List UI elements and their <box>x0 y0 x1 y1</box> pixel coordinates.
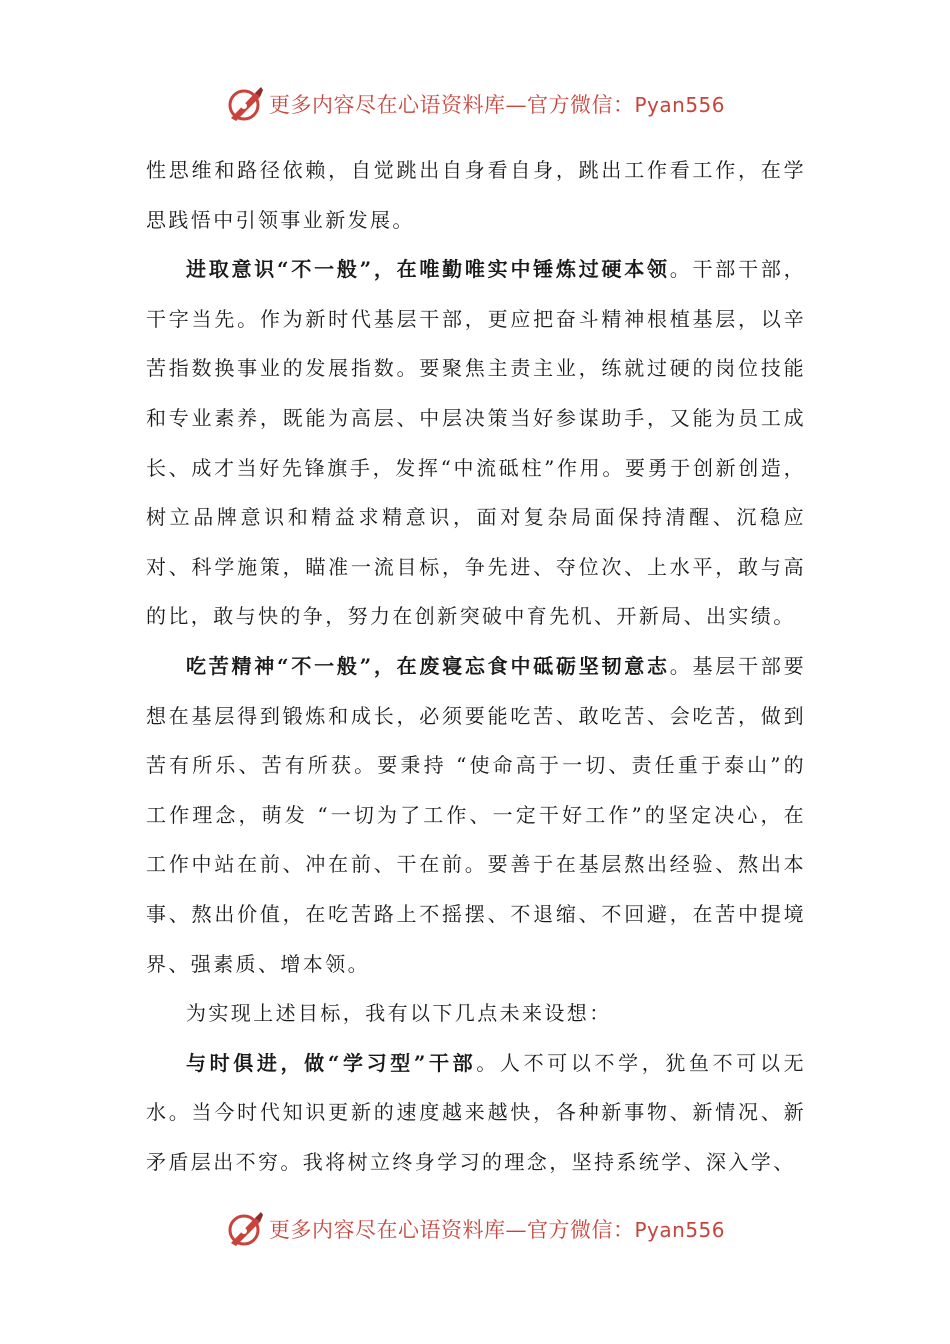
document-body <box>146 146 806 1187</box>
paragraph: 为实现上述目标，我有以下几点未来设想： <box>186 1001 612 1026</box>
header-banner <box>0 80 950 128</box>
paragraph: 吃苦精神“不一般”，在废寝忘食中砥砺坚韧意志。基层干部要想在基层得到锻炼和成长，必须要能吃苦、敢吃苦、会吃苦，做到苦有所乐、苦有所获。要秉持 “使命高于一切、责任重于泰山”的工作理念，萌发 “一切为了工作、一定干好工作”的坚定决心，在工作中站在前、冲在前、干在前。要善于在基层熬出经验、熬出本事、熬出价值，在吃苦路上不摇摆、不退缩、不回避，在苦中提境界、强素质、增本领。 <box>146 653 806 976</box>
pen-circle-logo-icon <box>225 1209 265 1249</box>
wechat-id: Pyan556 <box>634 93 725 117</box>
paragraph-heading: 吃苦精神“不一般”，在废寝忘食中砥砺坚韧意志 <box>186 653 670 678</box>
paragraph-heading: 与时俱进，做“学习型”干部 <box>186 1050 477 1075</box>
paragraph: 与时俱进，做“学习型”干部。人不可以不学，犹鱼不可以无水。当今时代知识更新的速度越来越快，各种新事物、新情况、新矛盾层出不穷。我将树立终身学习的理念，坚持系统学、深入学、 <box>146 1050 806 1174</box>
banner-text: 更多内容尽在心语资料库—官方微信： <box>268 1218 635 1242</box>
paragraph-heading: 进取意识“不一般”，在唯勤唯实中锤炼过硬本领 <box>186 257 670 282</box>
footer-banner <box>0 1205 950 1253</box>
wechat-id: Pyan556 <box>634 1218 725 1242</box>
paragraph: 进取意识“不一般”，在唯勤唯实中锤炼过硬本领。干部干部，干字当先。作为新时代基层干部，更应把奋斗精神根植基层，以辛苦指数换事业的发展指数。要聚焦主责主业，练就过硬的岗位技能和专业素养，既能为高层、中层决策当好参谋助手，又能为员工成长、成才当好先锋旗手，发挥“中流砥柱”作用。要勇于创新创造，树立品牌意识和精益求精意识，面对复杂局面保持清醒、沉稳应对、科学施策，瞄准一流目标，争先进、夺位次、上水平，敢与高的比，敢与快的争，努力在创新突破中育先机、开新局、出实绩。 <box>146 257 806 629</box>
paragraph: 性思维和路径依赖，自觉跳出自身看自身，跳出工作看工作，在学思践悟中引领事业新发展。 <box>146 158 806 232</box>
banner-text: 更多内容尽在心语资料库—官方微信： <box>268 93 635 117</box>
pen-circle-logo-icon <box>225 84 265 124</box>
